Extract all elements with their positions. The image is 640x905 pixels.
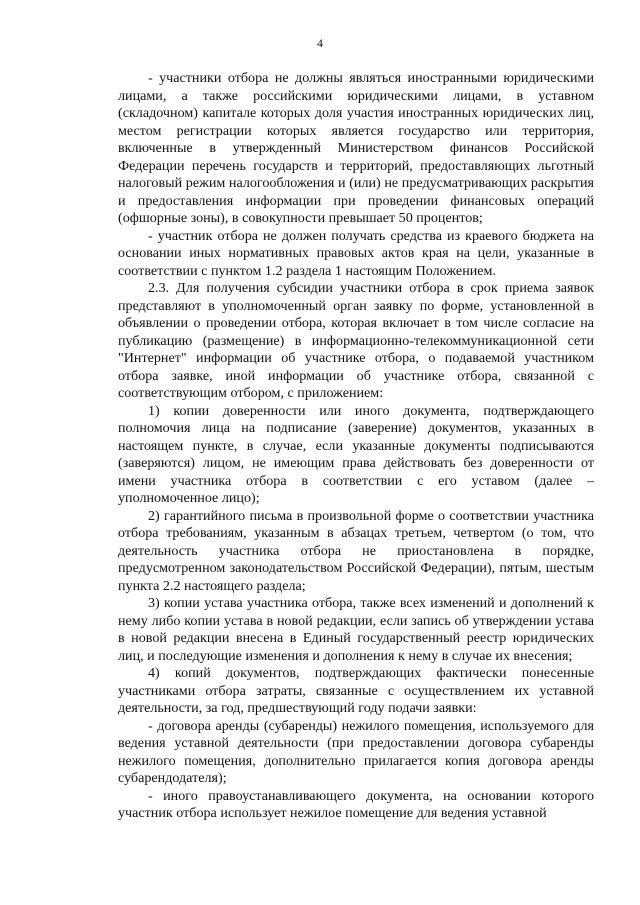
paragraph: 4) копий документов, подтверждающих фактически понесенные участниками отбора затраты, связанные с осуществлением их уставной деятельности, за год, предшествующий году подачи заявки: [118, 665, 594, 716]
paragraph: 2.3. Для получения субсидии участники отбора в срок приема заявок представляют в уполномоченный орган заявку по форме, установленной в объявлении о проведении отбора, которая включает в том числе согласие на публикацию (размещение) в информационно-телекоммуникационной сети "Интернет" информации об участнике отбора, о подаваемой участником отбора заявке, иной информации об участнике отбора, связанной с соответствующим отбором, с приложением: [118, 280, 594, 401]
paragraph: - участники отбора не должны являться иностранными юридическими лицами, а также российскими юридическими лицами, в уставном (складочном) капитале которых доля участия иностранных юридических лиц, местом регистрации которых является государство или территория, включенные в утвержденный Министерством финансов Российской Федерации перечень государств и территорий, предоставляющих льготный налоговый режим налогообложения и (или) не предусматривающих раскрытия и предоставления информации при проведении финансовых операций (офшорные зоны), в совокупности превышает 50 процентов; [118, 70, 594, 226]
paragraph: 1) копии доверенности или иного документа, подтверждающего полномочия лица на подписание (заверение) документов, указанных в настоящем пункте, в случае, если указанные документы подписываются (заверяются) лицом, не имеющим права действовать без доверенности от имени участника отбора в соответствии с его уставом (далее – уполномоченное лицо); [118, 402, 594, 506]
page-number: 4 [317, 36, 323, 50]
paragraph: - участник отбора не должен получать средства из краевого бюджета на основании иных нормативных правовых актов края на цели, указанные в соответствии с пунктом 1.2 раздела 1 настоящим Положением. [118, 227, 594, 279]
paragraph: - договора аренды (субаренды) нежилого помещения, используемого для ведения уставной деятельности (при предоставлении договора субаренды нежилого помещения, дополнительно прилагается копия договора аренды субарендодателя); [118, 717, 594, 786]
paragraph: 2) гарантийного письма в произвольной форме о соответствии участника отбора требованиям, указанным в абзацах третьем, четвертом (о том, что деятельность участника отбора не приостановлена в порядке, предусмотренном законодательством Российской Федерации), пятым, шестым пункта 2.2 настоящего раздела; [118, 507, 594, 594]
paragraph: - иного правоустанавливающего документа, на основании которого участник отбора использует нежилое помещение для ведения уставной [118, 787, 594, 821]
document-body [118, 70, 594, 823]
paragraph: 3) копии устава участника отбора, также всех изменений и дополнений к нему либо копии устава в новой редакции, если запись об утверждении устава в новой редакции внесена в Единый государственный реестр юридических лиц, и последующие изменения и дополнения к нему в случае их внесения; [118, 595, 594, 664]
